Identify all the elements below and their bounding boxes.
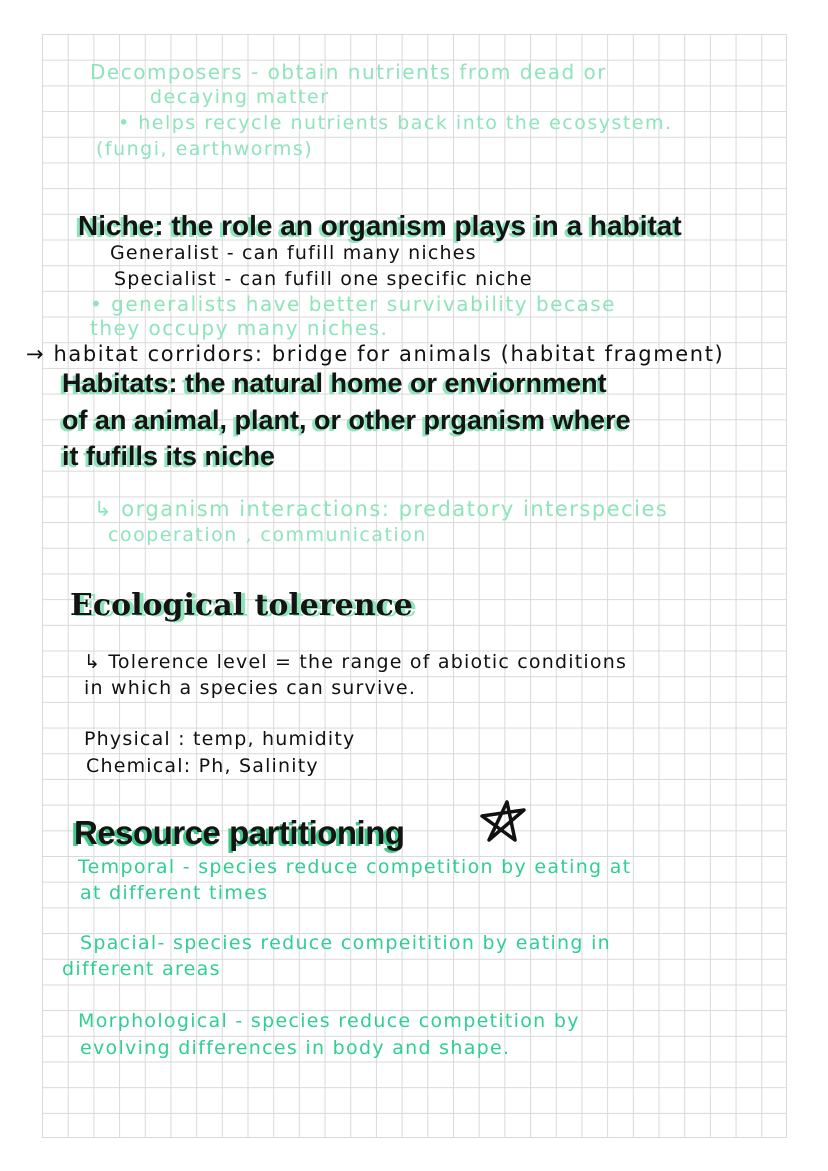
decomposers-line-4: (fungi, earthworms) xyxy=(96,138,314,160)
decomposers-line-1: Decomposers - obtain nutrients from dead or xyxy=(90,60,608,84)
habitats-heading-line-2: of an animal, plant, or other prganism where xyxy=(62,405,631,435)
habitats-heading-line-3: it fufills its niche xyxy=(62,441,276,471)
temporal-line-2: at different times xyxy=(80,882,269,904)
morphological-line-1: Morphological - species reduce competition by xyxy=(78,1010,580,1032)
morphological-line-2: evolving differences in body and shape. xyxy=(80,1037,511,1059)
spacial-line-2: different areas xyxy=(62,958,221,980)
tolerance-level-line-1: ↳ Tolerence level = the range of abiotic conditions xyxy=(84,651,628,673)
star-doodle-icon xyxy=(480,800,530,845)
chemical-factors: Chemical: Ph, Salinity xyxy=(86,755,319,777)
interactions-line-2: cooperation , communication xyxy=(108,524,427,546)
spacial-line-1: Spacial- species reduce compeitition by eating in xyxy=(80,932,612,954)
niche-note-line-1: • generalists have better survivability becase xyxy=(90,292,616,316)
habitat-corridors-note: → habitat corridors: bridge for animals (habitat fragment) xyxy=(26,342,725,366)
decomposers-line-3: • helps recycle nutrients back into the ecosystem. xyxy=(118,112,673,134)
generalist-definition: Generalist - can fufill many niches xyxy=(110,242,477,264)
niche-heading: Niche: the role an organism plays in a habitat xyxy=(78,210,682,241)
niche-note-line-2: they occupy many niches. xyxy=(90,316,389,340)
decomposers-line-2: decaying matter xyxy=(150,86,330,108)
interactions-line-1: ↳ organism interactions: predatory interspecies xyxy=(94,497,669,521)
ecological-tolerance-heading: Ecological tolerence xyxy=(70,588,413,623)
tolerance-level-line-2: in which a species can survive. xyxy=(84,677,417,699)
habitats-heading-line-1: Habitats: the natural home or enviornment xyxy=(62,368,607,398)
temporal-line-1: Temporal - species reduce competition by eating at xyxy=(78,856,632,878)
physical-factors: Physical : temp, humidity xyxy=(84,728,356,750)
specialist-definition: Specialist - can fufill one specific niche xyxy=(114,268,533,290)
resource-partitioning-heading: Resource partitioning xyxy=(74,814,405,851)
